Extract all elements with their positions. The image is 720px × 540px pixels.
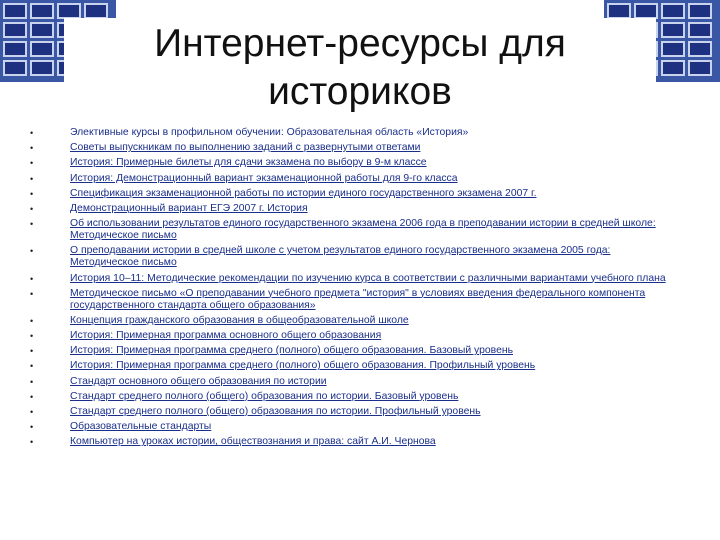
resource-link[interactable]: Стандарт основного общего образования по истории: [70, 375, 327, 387]
list-item: [28, 315, 674, 327]
resource-link[interactable]: Методическое письмо «О преподавании учебного предмета "история" в условиях введения федерального компонента государственного стандарта общего образования»: [70, 287, 646, 311]
bullet-marker: •: [30, 376, 34, 387]
title-box: [64, 18, 656, 116]
bullet-marker: •: [30, 288, 34, 299]
resource-list: [28, 127, 674, 452]
resource-link[interactable]: Компьютер на уроках истории, обществознания и права: сайт А.И. Чернова: [70, 436, 436, 448]
resource-link[interactable]: История: Примерная программа среднего (полного) общего образования. Профильный уровень: [70, 360, 536, 372]
list-item: [28, 203, 674, 215]
resource-link[interactable]: Советы выпускникам по выполнению заданий с развернутыми ответами: [70, 142, 421, 154]
resource-link[interactable]: Стандарт среднего полного (общего) образования по истории. Базовый уровень: [70, 390, 459, 402]
resource-link[interactable]: Образовательные стандарты: [70, 421, 212, 433]
page-title: Интернет-ресурсы для историков: [154, 22, 566, 113]
list-item: [28, 330, 674, 342]
bullet-marker: •: [30, 315, 34, 326]
bullet-marker: •: [30, 346, 34, 357]
list-item: [28, 188, 674, 200]
bullet-marker: •: [30, 331, 34, 342]
bullet-marker: •: [30, 158, 34, 169]
resource-link[interactable]: Спецификация экзаменационной работы по истории единого государственного экзамена 2007 г.: [70, 187, 537, 199]
bullet-marker: •: [30, 391, 34, 402]
bullet-marker: •: [30, 273, 34, 284]
list-item: [28, 218, 674, 242]
bullet-marker: •: [30, 246, 34, 257]
resource-link[interactable]: Стандарт среднего полного (общего) образования по истории. Профильный уровень: [70, 406, 481, 417]
list-item: [28, 173, 674, 185]
resource-link[interactable]: История 10–11: Методические рекомендации по изучению курса в соответствии с различными вариантами учебного плана: [70, 272, 666, 284]
resource-link[interactable]: Демонстрационный вариант ЕГЭ 2007 г. История: [70, 202, 308, 214]
list-item: [28, 391, 674, 403]
resource-link[interactable]: О преподавании истории в средней школе с учетом результатов единого государственного экзамена 2005 года: Методическое письмо: [70, 245, 611, 269]
list-item: [28, 376, 674, 388]
list-item: [28, 360, 674, 372]
bullet-marker: •: [30, 128, 34, 138]
list-item: [28, 421, 674, 433]
bullet-marker: •: [30, 219, 34, 230]
bullet-marker: •: [30, 437, 34, 448]
resource-link[interactable]: Об использовании результатов единого государственного экзамена 2006 года в преподавании истории в средней школе: Методическое письмо: [70, 218, 656, 242]
bullet-marker: •: [30, 188, 34, 199]
bullet-marker: •: [30, 203, 34, 214]
resource-link[interactable]: История: Демонстрационный вариант экзаменационной работы для 9-го класса: [70, 172, 458, 184]
bullet-marker: •: [30, 361, 34, 372]
list-item: [28, 245, 674, 269]
list-item: [28, 127, 674, 139]
resource-link[interactable]: История: Примерная программа основного общего образования: [70, 330, 382, 342]
bullet-marker: •: [30, 407, 34, 417]
resource-link[interactable]: История: Примерная программа среднего (полного) общего образования. Базовый уровень: [70, 345, 514, 357]
list-item: [28, 345, 674, 357]
list-item: [28, 288, 674, 312]
list-item: [28, 436, 674, 448]
resource-link[interactable]: Концепция гражданского образования в общеобразовательной школе: [70, 314, 409, 326]
list-item: [28, 157, 674, 169]
resource-text: Элективные курсы в профильном обучении: Образовательная область «История»: [70, 127, 469, 138]
list-item: [28, 406, 674, 418]
bullet-marker: •: [30, 422, 34, 433]
bullet-marker: •: [30, 173, 34, 184]
list-item: [28, 273, 674, 285]
list-item: [28, 142, 674, 154]
resource-link[interactable]: История: Примерные билеты для сдачи экзамена по выбору в 9-м классе: [70, 157, 427, 169]
bullet-marker: •: [30, 143, 34, 154]
